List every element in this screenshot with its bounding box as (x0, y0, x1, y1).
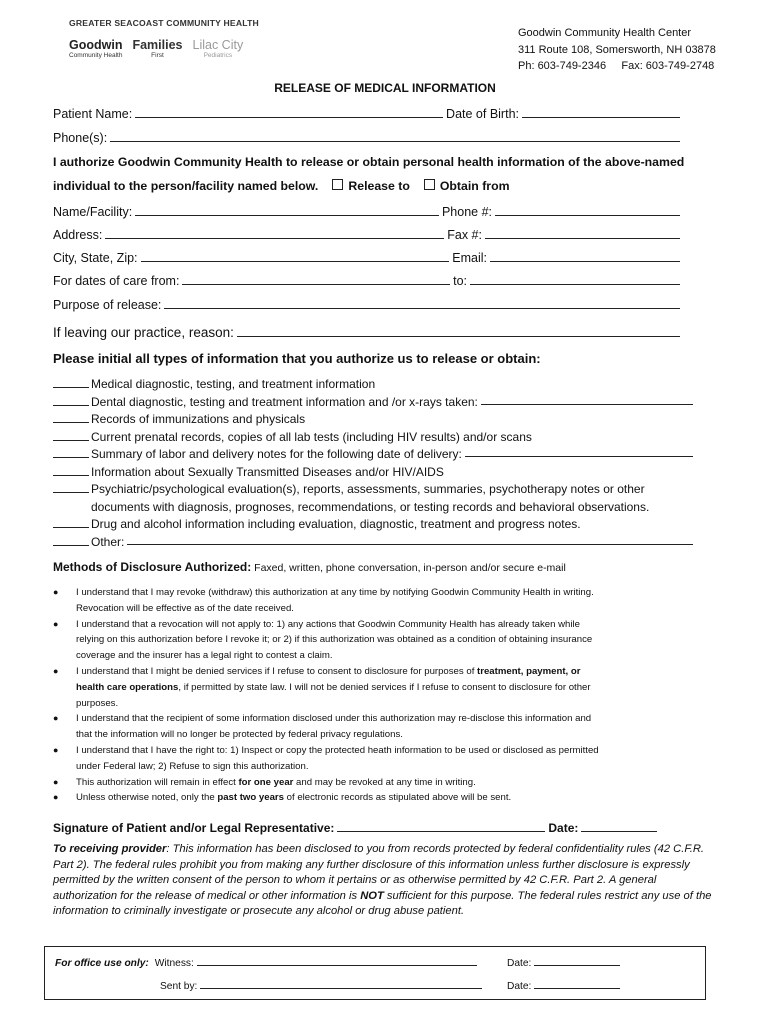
signature-field[interactable] (337, 821, 545, 832)
provider-text: : This information has been disclosed to you from records protected by federal confidentiality rules (42 C.F.R. Part 2). The federal rules prohibit you from making any further disclosure of this information unless further disclosure is expressly permitted by the written consent of the person to whom it pertains or as otherwise permitted by 42 C.F.R. Part 2. A general authorization for the release of medical or other information is (53, 843, 705, 902)
city-field[interactable] (141, 251, 450, 262)
bullet-bold-text: health care operations (76, 681, 179, 693)
list-item (53, 585, 718, 617)
list-item-text: Information about Sexually Transmitted Diseases and/or HIV/AIDS (91, 464, 444, 479)
bullet-text: Unless otherwise noted, only the (76, 792, 218, 804)
bullet-bold-text: treatment, payment, or (477, 665, 581, 677)
leaving-row (53, 325, 683, 340)
dates-from-label: For dates of care from: (53, 274, 180, 288)
witness-date-label: Date: (507, 958, 532, 969)
list-item (53, 711, 718, 743)
list-item-text: documents with diagnosis, prognoses, recommendations, or testing records and behavioral observations. (91, 499, 650, 514)
methods-text: Faxed, written, phone conversation, in-person and/or secure e-mail (251, 562, 566, 574)
witness-date-field[interactable] (534, 955, 620, 966)
phones-field[interactable] (110, 131, 680, 142)
bullet-text: coverage and the insurer has a legal right to contest a claim. (76, 650, 333, 662)
address-label: Address: (53, 228, 103, 242)
provider-lead: To receiving provider (53, 843, 167, 855)
office-lead: For office use only: (55, 958, 149, 969)
city-label: City, State, Zip: (53, 251, 138, 265)
authorize-text: individual to the person/facility named below. (53, 179, 319, 193)
bullet-icon: ● (53, 587, 59, 597)
list-item-text: Dental diagnostic, testing and treatment information and /or x-rays taken: (91, 394, 478, 409)
signature-date-field[interactable] (581, 821, 657, 832)
logo (69, 38, 243, 60)
bullet-text: , if permitted by state law. I will not be denied services if I refuse to consent to disclosure for other (178, 681, 591, 693)
logo-brand-name: Lilac City (192, 38, 244, 52)
bullet-icon: ● (53, 618, 59, 629)
header-org: Goodwin Community Health Center (518, 27, 692, 39)
witness-date-row (507, 955, 623, 969)
header-address-block (518, 25, 716, 75)
info-heading: Please initial all types of information that you authorize us to release or obtain: (53, 351, 541, 366)
provider-text: sufficient for this purpose. The federal rules restrict any use of the information to criminally investigate or prosecute any alcohol or drug abuse patient. (53, 889, 712, 918)
sentby-row (160, 978, 485, 992)
witness-row (55, 955, 480, 969)
purpose-field[interactable] (164, 298, 680, 309)
list-item (53, 516, 693, 534)
list-item-text: Records of immunizations and physicals (91, 412, 306, 426)
list-item (53, 376, 693, 394)
initial-field[interactable] (53, 516, 89, 528)
bullet-icon: ● (53, 665, 59, 676)
provider-notice (53, 842, 718, 920)
list-item (53, 429, 693, 447)
bullet-text: and may be revoked at any time in writing. (293, 776, 476, 788)
release-to-label: Release to (348, 179, 410, 193)
authorize-line2 (53, 179, 683, 193)
list-item (53, 775, 718, 791)
obtain-from-checkbox[interactable] (424, 179, 435, 190)
other-field[interactable] (127, 534, 693, 545)
bullet-text: that the information will no longer be protected by federal privacy regulations. (76, 729, 403, 741)
bullet-text: purposes. (76, 697, 119, 709)
list-item (53, 446, 693, 464)
logo-brand-sub: Pediatrics (203, 52, 233, 59)
list-item (53, 411, 693, 429)
email-field[interactable] (490, 251, 680, 262)
bullet-text: I understand that a revocation will not apply to: 1) any actions that Goodwin Community Health has already taken while (76, 618, 580, 630)
sentby-date-row (507, 978, 623, 992)
sentby-field[interactable] (200, 978, 482, 989)
logo-brand-name: Families (132, 38, 183, 52)
info-list (53, 376, 693, 551)
patient-row (53, 107, 683, 121)
bullet-icon: ● (53, 744, 59, 755)
dates-from-field[interactable] (182, 274, 450, 285)
sentby-date-label: Date: (507, 981, 532, 992)
header-contact: Ph: 603-749-2346 Fax: 603-749-2748 (518, 60, 715, 72)
bullet-text: of electronic records as stipulated above will be sent. (283, 792, 512, 804)
bullet-bold-text: for one year (238, 776, 294, 788)
logo-brand-name: Goodwin (69, 38, 123, 52)
bullet-text: I understand that I might be denied services if I refuse to consent to disclosure for purposes of (76, 665, 478, 677)
list-item (53, 617, 718, 664)
initial-field[interactable] (53, 464, 89, 476)
facility-name-field[interactable] (135, 205, 439, 216)
logo-brand-sub: First (151, 52, 164, 59)
facility-row (53, 205, 683, 219)
list-item (53, 534, 693, 552)
list-item (53, 664, 718, 711)
bullet-icon: ● (53, 792, 59, 803)
phones-row (53, 131, 683, 145)
list-item-text: Psychiatric/psychological evaluation(s), reports, assessments, summaries, psychotherapy notes or other (91, 482, 645, 496)
page-title: RELEASE OF MEDICAL INFORMATION (274, 81, 496, 95)
fax-label: Fax #: (447, 228, 482, 242)
list-item (53, 464, 693, 482)
dates-to-field[interactable] (470, 274, 680, 285)
list-item (53, 394, 693, 412)
logo-goodwin (69, 38, 122, 60)
bullet-text: under Federal law; 2) Refuse to sign this authorization. (76, 760, 309, 772)
leaving-label: If leaving our practice, reason: (53, 325, 234, 340)
list-item-text: Other: (91, 534, 125, 549)
provider-not: NOT (360, 889, 384, 902)
dates-to-label: to: (453, 274, 467, 288)
methods-line (53, 560, 566, 574)
signature-label: Signature of Patient and/or Legal Representative: (53, 821, 335, 835)
city-row (53, 251, 683, 265)
header-address: 311 Route 108, Somersworth, NH 03878 (518, 43, 716, 56)
release-to-checkbox[interactable] (332, 179, 343, 190)
witness-label: Witness: (154, 958, 194, 969)
signature-date-label: Date: (548, 821, 579, 835)
logo-org-name: GREATER SEACOAST COMMUNITY HEALTH (69, 18, 259, 28)
dates-row (53, 274, 683, 288)
list-item-text: Summary of labor and delivery notes for the following date of delivery: (91, 447, 462, 461)
bullet-bold-text: past two years (217, 792, 284, 804)
bullet-text: Revocation will be effective as of the date received. (76, 602, 294, 614)
bullet-icon: ● (53, 713, 59, 724)
purpose-row (53, 298, 683, 312)
initial-field[interactable] (53, 481, 89, 493)
leaving-field[interactable] (237, 326, 680, 337)
list-item-text: Medical diagnostic, testing, and treatment information (91, 377, 376, 391)
address-row (53, 228, 683, 242)
initial-field[interactable] (53, 446, 89, 458)
witness-field[interactable] (197, 955, 477, 966)
email-label: Email: (452, 251, 487, 265)
list-item-text: Current prenatal records, copies of all lab tests (including HIV results) and/or scans (91, 429, 532, 444)
phones-label: Phone(s): (53, 131, 108, 145)
bullet-text: I understand that I have the right to: 1) Inspect or copy the protected heath information to be used or disclosed as permitted (76, 744, 599, 756)
initial-field[interactable] (53, 534, 89, 546)
office-use-box (44, 946, 706, 1000)
bullet-text: I understand that the recipient of some information disclosed under this authorization may re-disclose this information and (76, 713, 592, 725)
sentby-date-field[interactable] (534, 978, 620, 989)
bullet-icon: ● (53, 776, 59, 787)
phone-field[interactable] (495, 205, 680, 216)
xray-field[interactable] (481, 394, 693, 405)
logo-brand-sub: Community Health (69, 52, 123, 59)
logo-lilac (193, 38, 244, 60)
bullet-text: I understand that I may revoke (withdraw) this authorization at any time by notifying Goodwin Community Health in writing. (76, 587, 594, 598)
list-item (53, 481, 693, 499)
facility-name-label: Name/Facility: (53, 205, 133, 219)
initial-field[interactable] (53, 411, 89, 423)
address-field[interactable] (105, 228, 444, 239)
patient-name-label: Patient Name: (53, 107, 133, 121)
delivery-date-field[interactable] (465, 446, 693, 457)
list-item-continued (53, 499, 693, 517)
bullet-text: This authorization will remain in effect (76, 776, 239, 788)
authorize-line1: I authorize Goodwin Community Health to release or obtain personal health information of the above-named (53, 155, 685, 169)
signature-row (53, 821, 660, 835)
bullet-text: relying on this authorization before I revoke it; or 2) if this authorization was obtained as a condition of obtaining insurance (76, 634, 593, 646)
list-item (53, 743, 718, 775)
methods-label: Methods of Disclosure Authorized: (53, 560, 252, 574)
dob-field[interactable] (522, 107, 680, 118)
initial-field[interactable] (53, 394, 89, 406)
purpose-label: Purpose of release: (53, 298, 162, 312)
dob-label: Date of Birth: (446, 107, 519, 121)
phone-label: Phone #: (441, 205, 492, 219)
obtain-from-label: Obtain from (439, 179, 510, 193)
logo-families (132, 38, 182, 60)
terms-list (53, 585, 718, 806)
initial-field[interactable] (53, 376, 89, 388)
fax-field[interactable] (485, 228, 680, 239)
patient-name-field[interactable] (135, 107, 443, 118)
list-item-text: Drug and alcohol information including evaluation, diagnostic, treatment and progress notes. (91, 517, 581, 531)
initial-field[interactable] (53, 429, 89, 441)
list-item (53, 790, 718, 806)
sentby-label: Sent by: (160, 981, 198, 992)
